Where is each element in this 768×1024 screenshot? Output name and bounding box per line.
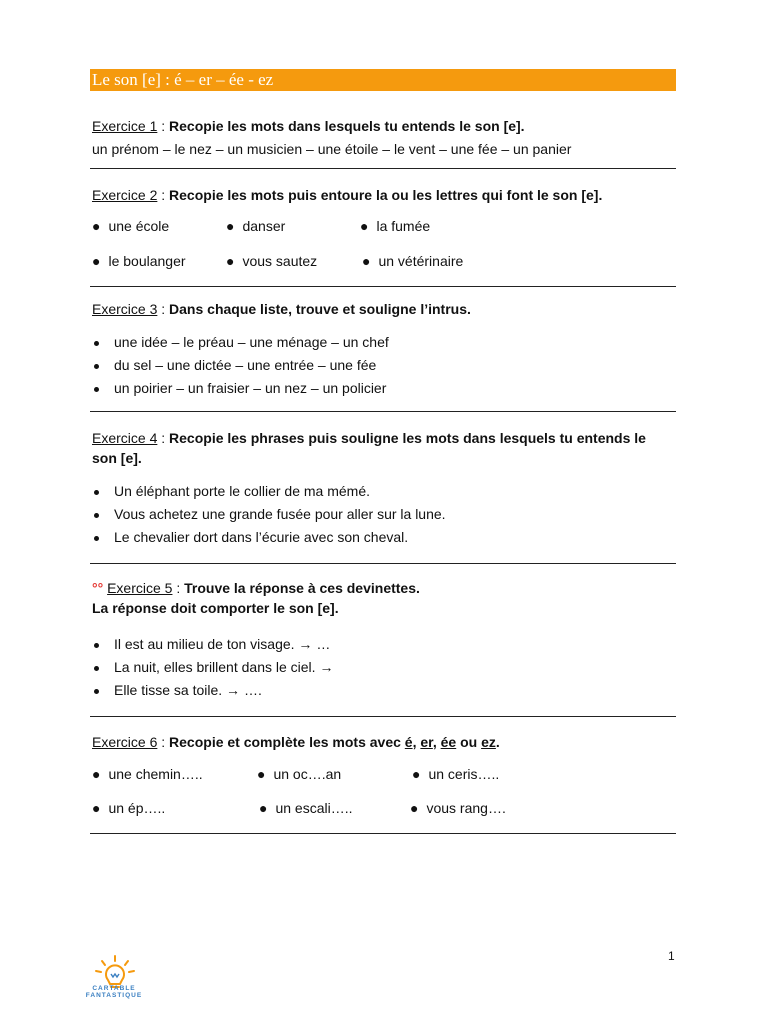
item-text: un vétérinaire	[378, 253, 464, 269]
exercise-2-item	[226, 218, 285, 234]
exercise-2-item	[226, 253, 317, 269]
exercise-6-instruction	[169, 734, 500, 750]
exercise-4-instruction: Recopie les phrases puis souligne les mots dans lesquels tu entends le son [e].	[92, 430, 646, 466]
separator: ou	[456, 734, 482, 750]
option-ee: ée	[440, 734, 457, 750]
exercise-1-instruction: Recopie les mots dans lesquels tu entends le son [e].	[169, 118, 525, 134]
list-item: Le chevalier dort dans l’écurie avec son cheval.	[92, 526, 446, 549]
bullet-icon: ●	[412, 766, 421, 782]
separator: :	[157, 734, 170, 750]
exercise-4-number: Exercice 4	[92, 430, 158, 446]
page-title: Le son [e] : é – er – ée - ez	[90, 69, 676, 91]
exercise-2-number: Exercice 2	[92, 187, 158, 203]
exercise-6-header	[92, 732, 676, 752]
exercise-2-item	[360, 218, 430, 234]
divider	[90, 286, 676, 287]
separator: :	[157, 118, 170, 134]
option-e: é	[404, 734, 413, 750]
divider	[90, 168, 676, 169]
exercise-3-header	[92, 299, 676, 319]
item-text: un escali…..	[275, 800, 353, 816]
exercise-6-item	[92, 766, 203, 782]
exercise-6-item	[410, 800, 506, 816]
exercise-3-number: Exercice 3	[92, 301, 158, 317]
separator: ,	[432, 734, 441, 750]
bullet-icon: ●	[92, 800, 101, 816]
option-er: er	[420, 734, 433, 750]
separator: :	[157, 301, 170, 317]
exercise-2-item	[92, 253, 186, 269]
exercise-3-instruction: Dans chaque liste, trouve et souligne l’intrus.	[169, 301, 471, 317]
divider	[90, 411, 676, 412]
list-item: Il est au milieu de ton visage. → …	[92, 633, 333, 656]
exercise-6-number: Exercice 6	[92, 734, 158, 750]
list-item: une idée – le préau – une ménage – un chef	[92, 331, 389, 354]
bullet-icon: ●	[362, 253, 371, 269]
brand-name: CARTABLE FANTASTIQUE	[85, 985, 143, 999]
exercise-2-header	[92, 185, 676, 205]
exercise-2-item	[362, 253, 463, 269]
bullet-icon: ●	[92, 766, 101, 782]
divider	[90, 563, 676, 564]
bullet-icon: ●	[92, 218, 101, 234]
exercise-6-item	[259, 800, 353, 816]
exercise-5-number: Exercice 5	[107, 580, 173, 596]
page-number: 1	[668, 949, 675, 963]
exercise-5-list	[92, 633, 333, 702]
list-item: un poirier – un fraisier – un nez – un policier	[92, 377, 389, 400]
divider	[90, 833, 676, 834]
exercise-4-list	[92, 480, 446, 549]
bullet-icon: ●	[226, 253, 235, 269]
item-text: un oc….an	[273, 766, 342, 782]
instruction-text: Recopie et complète les mots avec	[169, 734, 401, 750]
separator: :	[157, 187, 170, 203]
exercise-5-header	[92, 578, 676, 618]
list-item: Vous achetez une grande fusée pour aller sur la lune.	[92, 503, 446, 526]
exercise-5-instruction-2: La réponse doit comporter le son [e].	[92, 600, 339, 616]
item-text: le boulanger	[108, 253, 186, 269]
separator: :	[172, 580, 185, 596]
bullet-icon: ●	[226, 218, 235, 234]
item-text: un ép…..	[108, 800, 166, 816]
item-text: danser	[242, 218, 286, 234]
item-text: la fumée	[376, 218, 431, 234]
list-item: du sel – une dictée – une entrée – une fée	[92, 354, 389, 377]
separator: .	[495, 734, 500, 750]
item-text: vous rang….	[426, 800, 506, 816]
item-text: vous sautez	[242, 253, 318, 269]
item-text: une chemin…..	[108, 766, 203, 782]
bullet-icon: ●	[257, 766, 266, 782]
exercise-2-instruction: Recopie les mots puis entoure la ou les lettres qui font le son [e].	[169, 187, 603, 203]
exercise-1-number: Exercice 1	[92, 118, 158, 134]
exercise-5-instruction: Trouve la réponse à ces devinettes.	[184, 580, 420, 596]
difficulty-marker: °°	[92, 580, 104, 596]
item-text: une école	[108, 218, 170, 234]
exercise-4-header	[92, 428, 664, 468]
list-item: La nuit, elles brillent dans le ciel. →	[92, 656, 333, 679]
exercise-6-item	[92, 800, 165, 816]
exercise-3-list	[92, 331, 389, 400]
separator: :	[157, 430, 170, 446]
list-item: Elle tisse sa toile. → ….	[92, 679, 333, 702]
bullet-icon: ●	[259, 800, 268, 816]
exercise-1-header	[92, 116, 676, 136]
separator: ,	[412, 734, 421, 750]
list-item: Un éléphant porte le collier de ma mémé.	[92, 480, 446, 503]
exercise-1-word-list: un prénom – le nez – un musicien – une étoile – le vent – une fée – un panier	[92, 141, 572, 157]
bullet-icon: ●	[92, 253, 101, 269]
bullet-icon: ●	[360, 218, 369, 234]
item-text: un ceris…..	[428, 766, 500, 782]
exercise-2-item	[92, 218, 169, 234]
divider	[90, 716, 676, 717]
bullet-icon: ●	[410, 800, 419, 816]
exercise-6-item	[412, 766, 499, 782]
exercise-6-item	[257, 766, 341, 782]
option-ez: ez	[481, 734, 496, 750]
